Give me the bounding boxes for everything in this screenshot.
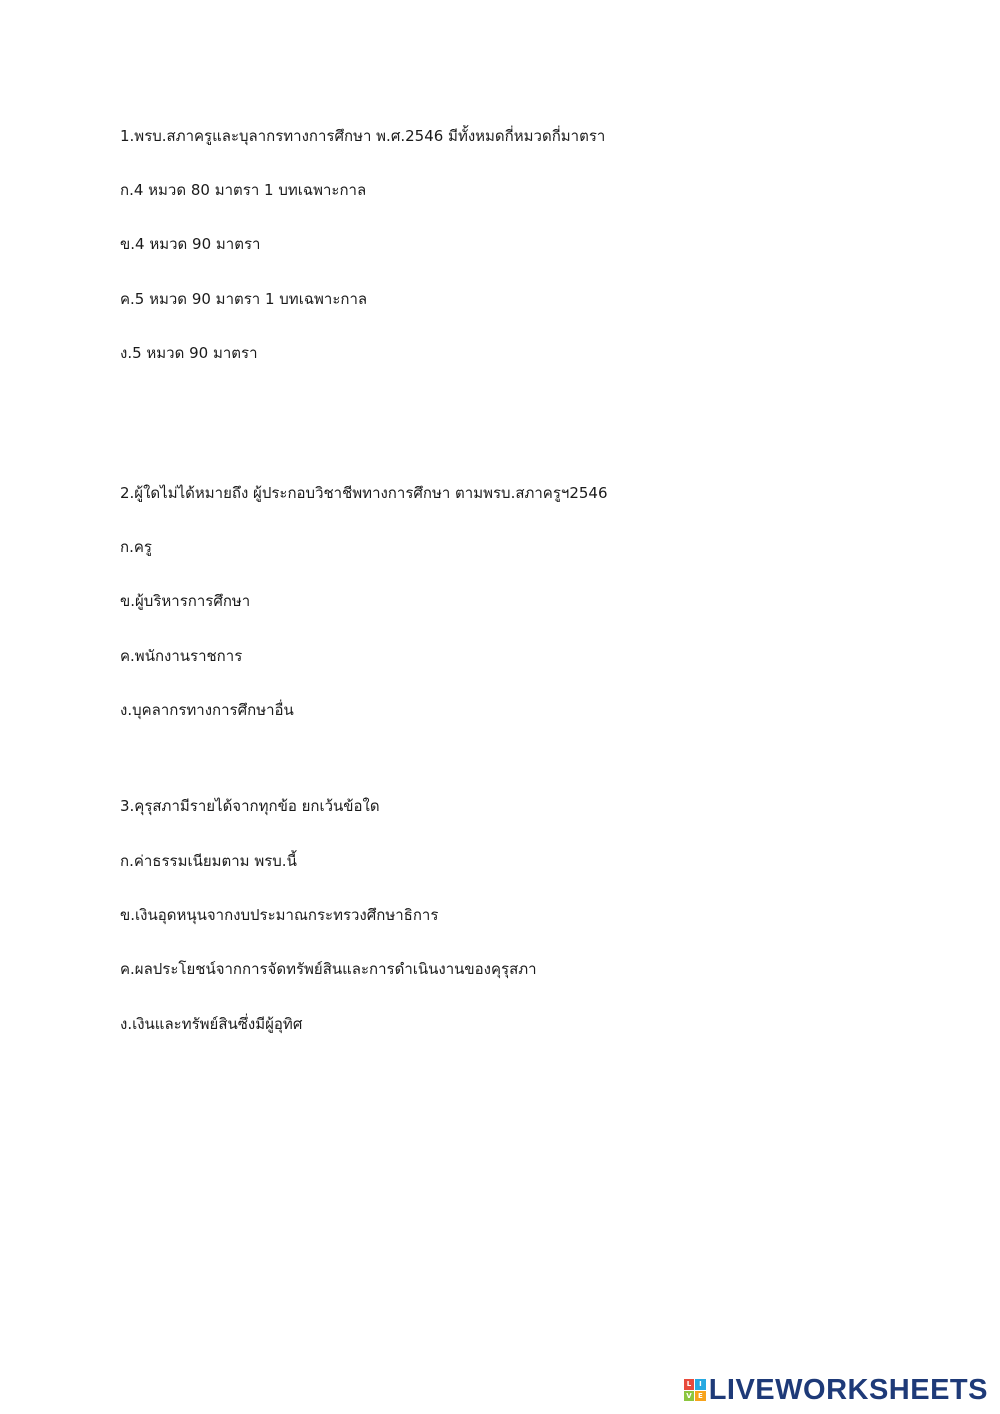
logo-letter-l: L [684,1379,695,1390]
question-1-option-d: ง.5 หมวด 90 มาตรา [120,344,258,362]
question-3-option-d: ง.เงินและทรัพย์สินซึ่งมีผู้อุทิศ [120,1015,303,1033]
logo-letter-i: I [695,1379,706,1390]
liveworksheets-logo-icon [684,1379,706,1401]
question-3-option-b: ข.เงินอุดหนุนจากงบประมาณกระทรวงศึกษาธิการ [120,906,439,924]
logo-letter-v: V [684,1391,695,1402]
question-3-text: 3.คุรุสภามีรายได้จากทุกข้อ ยกเว้นข้อใด [120,797,380,815]
question-1-text: 1.พรบ.สภาครูและบุลากรทางการศึกษา พ.ศ.2546 มีทั้งหมดกี่หมวดกี่มาตรา [120,127,606,145]
question-3-option-c: ค.ผลประโยชน์จากการจัดทรัพย์สินและการดำเนินงานของคุรุสภา [120,960,537,978]
brand-name: LIVEWORKSHEETS [708,1373,988,1406]
question-1-option-a: ก.4 หมวด 80 มาตรา 1 บทเฉพาะกาล [120,181,367,199]
question-1-option-b: ข.4 หมวด 90 มาตรา [120,235,261,253]
liveworksheets-brand [684,1374,988,1406]
question-1-option-c: ค.5 หมวด 90 มาตรา 1 บทเฉพาะกาล [120,290,368,308]
question-2-option-b: ข.ผู้บริหารการศึกษา [120,592,251,610]
question-2-option-c: ค.พนักงานราชการ [120,647,243,665]
logo-letter-e: E [695,1391,706,1402]
question-2-option-d: ง.บุคลากรทางการศึกษาอื่น [120,701,294,719]
question-2-option-a: ก.ครู [120,538,152,556]
question-3-option-a: ก.ค่าธรรมเนียมตาม พรบ.นี้ [120,852,297,870]
question-2-text: 2.ผู้ใดไม่ได้หมายถึง ผู้ประกอบวิชาชีพทางการศึกษา ตามพรบ.สภาครูฯ2546 [120,484,608,502]
